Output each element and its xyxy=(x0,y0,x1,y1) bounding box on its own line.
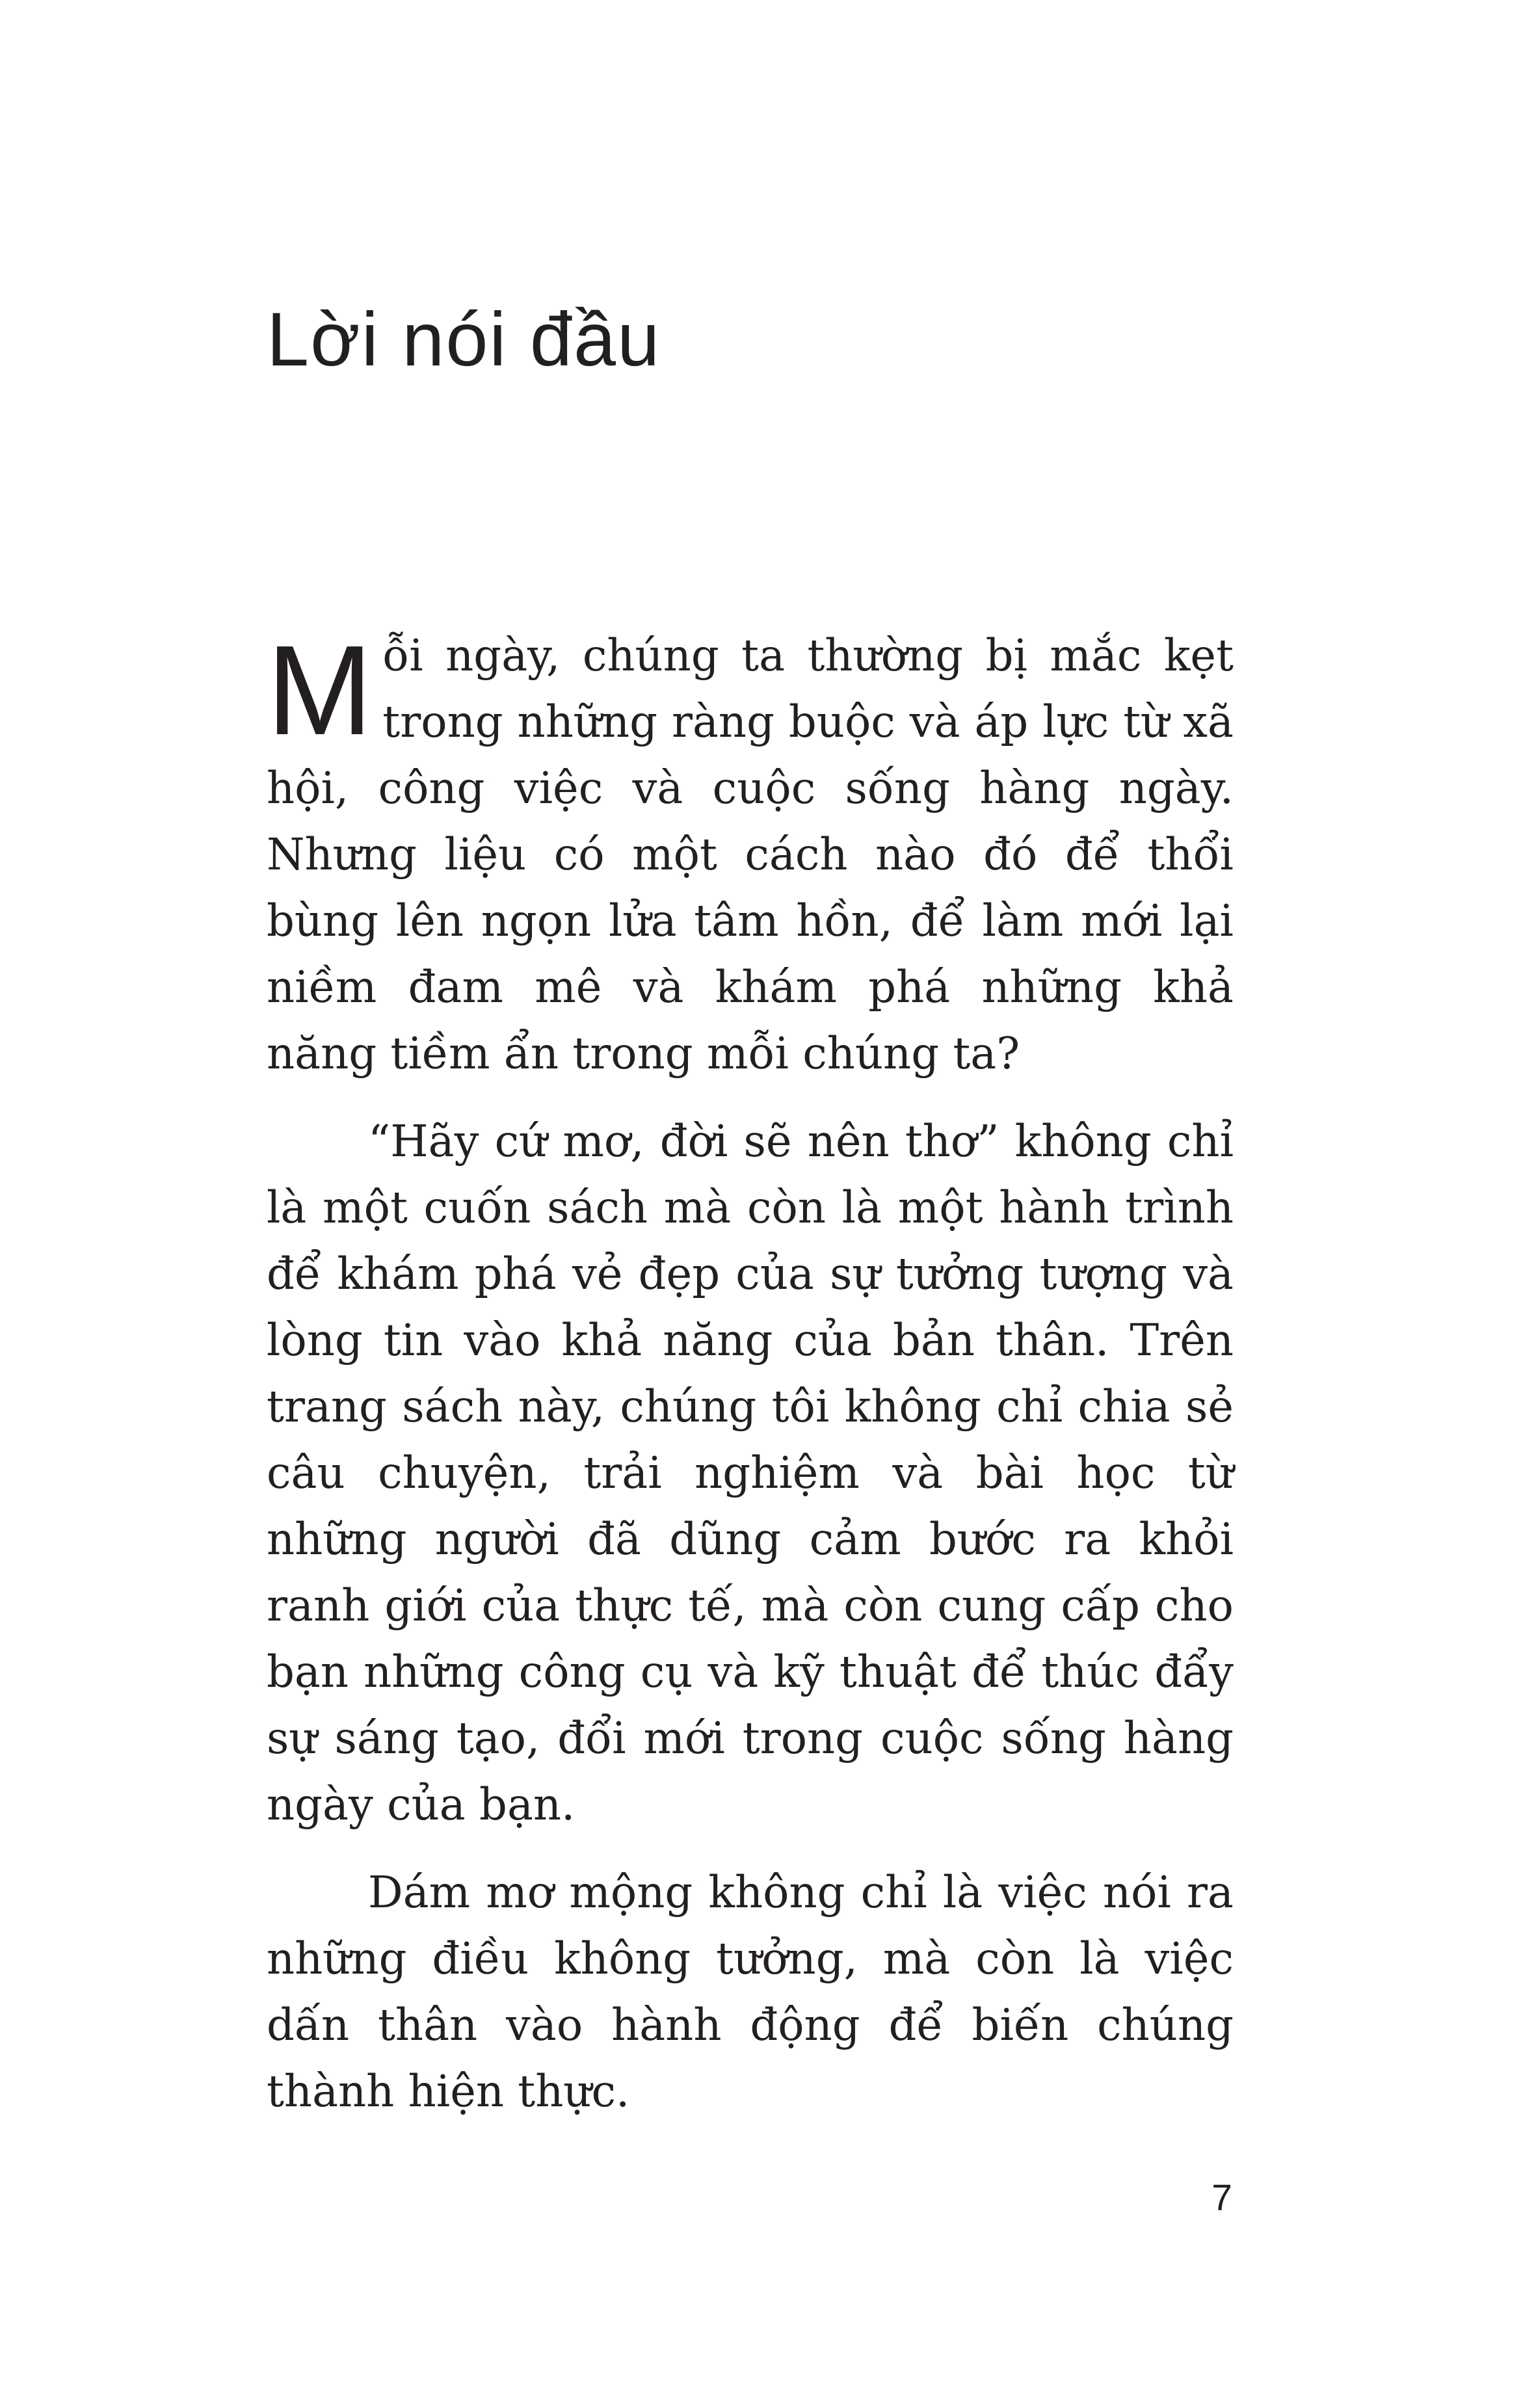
chapter-title: Lời nói đầu xyxy=(267,297,661,382)
paragraph-1-text: ỗi ngày, chúng ta thường bị mắc kẹt trong những ràng buộc và áp lực từ xã hội, công việc và cuộc sống hàng ngày. Nhưng liệu có một cách nào đó để thổi bùng lên ngọn lửa tâm hồn, để làm mới lại niềm đam mê và khám phá những khả năng tiềm ẩn trong mỗi chúng ta? xyxy=(267,630,1234,1079)
drop-cap-letter: M xyxy=(267,619,373,761)
page-number: 7 xyxy=(1211,2177,1232,2219)
body-text xyxy=(267,619,1234,2146)
paragraph-1 xyxy=(267,619,1234,1087)
paragraph-3: Dám mơ mộng không chỉ là việc nói ra những điều không tưởng, mà còn là việc dấn thân vào hành động để biến chúng thành hiện thực. xyxy=(267,1867,1234,2117)
paragraph-2: “Hãy cứ mơ, đời sẽ nên thơ” không chỉ là một cuốn sách mà còn là một hành trình để khám phá vẻ đẹp của sự tưởng tượng và lòng tin vào khả năng của bản thân. Trên trang sách này, chúng tôi không chỉ chia sẻ câu chuyện, trải nghiệm và bài học từ những người đã dũng cảm bước ra khỏi ranh giới của thực tế, mà còn cung cấp cho bạn những công cụ và kỹ thuật để thúc đẩy sự sáng tạo, đổi mới trong cuộc sống hàng ngày của bạn. xyxy=(267,1116,1234,1830)
